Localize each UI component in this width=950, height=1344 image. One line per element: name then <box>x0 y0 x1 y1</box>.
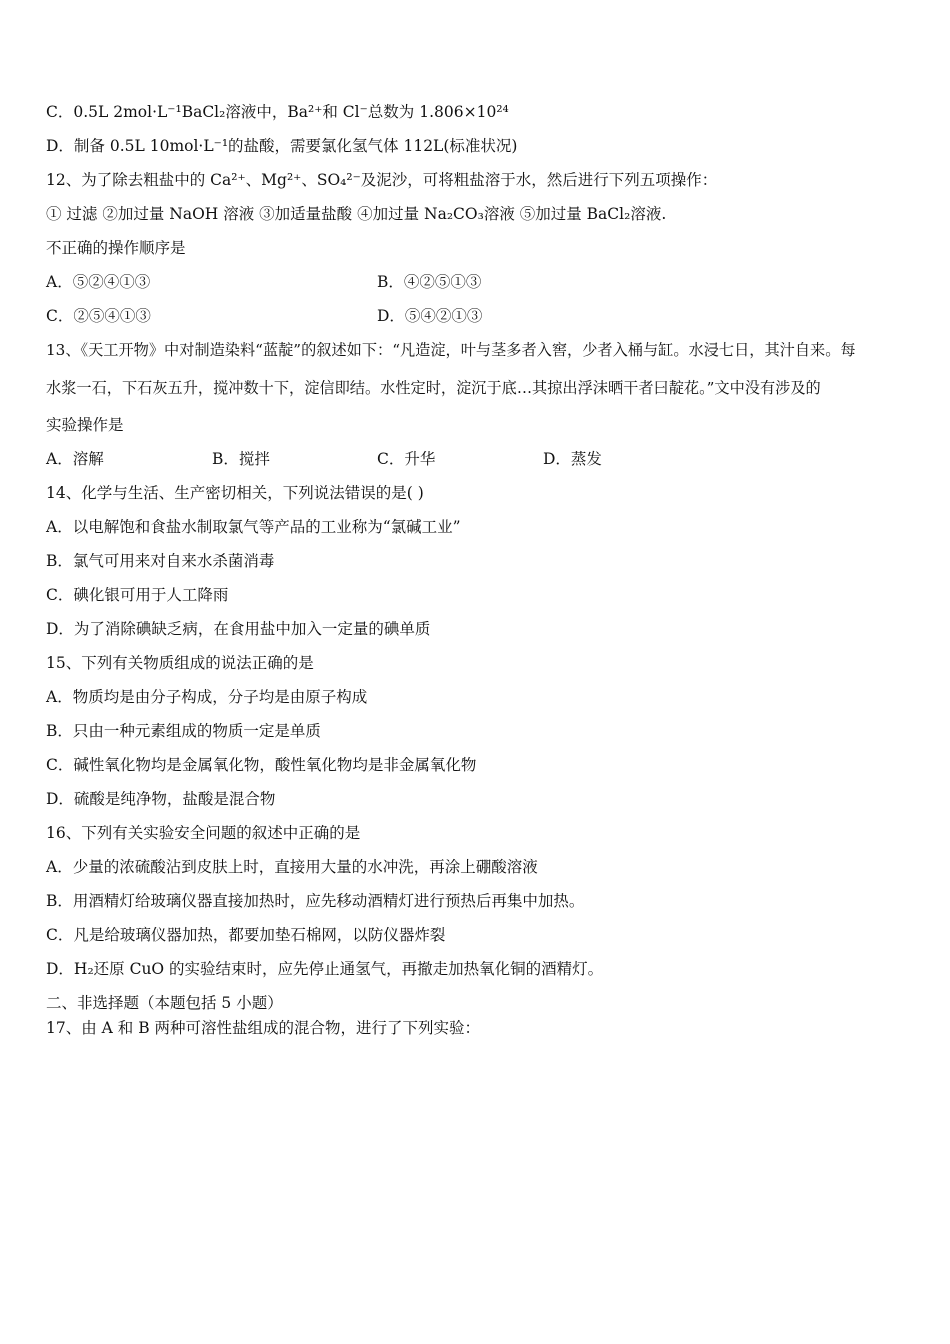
q14-stem: 14、化学与生活、生产密切相关，下列说法错误的是( ) <box>46 484 424 502</box>
q15-option-d: D．硫酸是纯净物，盐酸是混合物 <box>46 790 276 808</box>
q13-stem-line2: 水浆一石，下石灰五升，搅冲数十下，淀信即结。水性定时，淀沉于底…其掠出浮沫晒干者曰靛花。”文中没有涉及的 <box>46 379 821 397</box>
q16-option-b: B．用酒精灯给玻璃仪器直接加热时，应先移动酒精灯进行预热后再集中加热。 <box>46 892 585 910</box>
q16-option-a: A．少量的浓硫酸沾到皮肤上时，直接用大量的水冲洗，再涂上硼酸溶液 <box>46 858 538 876</box>
q12-question: 不正确的操作顺序是 <box>46 239 186 257</box>
q15-stem: 15、下列有关物质组成的说法正确的是 <box>46 654 314 672</box>
section-title: 二、非选择题（本题包括 5 小题） <box>46 994 283 1012</box>
q13-option-a: A．溶解 <box>46 450 104 468</box>
q15-option-c: C．碱性氧化物均是金属氧化物，酸性氧化物均是非金属氧化物 <box>46 756 477 774</box>
q13-option-b: B．搅拌 <box>212 450 270 468</box>
q13-option-d: D．蒸发 <box>543 450 602 468</box>
q15-option-b: B．只由一种元素组成的物质一定是单质 <box>46 722 321 740</box>
q14-option-d: D．为了消除碘缺乏病，在食用盐中加入一定量的碘单质 <box>46 620 431 638</box>
q14-option-a: A．以电解饱和食盐水制取氯气等产品的工业称为“氯碱工业” <box>46 518 461 536</box>
q16-stem: 16、下列有关实验安全问题的叙述中正确的是 <box>46 824 361 842</box>
q11-option-c: C．0.5L 2mol·L⁻¹BaCl₂溶液中，Ba²⁺和 Cl⁻总数为 1.806×10²⁴ <box>46 103 509 121</box>
q12-option-d: D．⑤④②①③ <box>377 307 483 325</box>
q16-option-c: C．凡是给玻璃仪器加热，都要加垫石棉网，以防仪器炸裂 <box>46 926 446 944</box>
q12-operations: ① 过滤 ②加过量 NaOH 溶液 ③加适量盐酸 ④加过量 Na₂CO₃溶液 ⑤加过量 BaCl₂溶液. <box>46 205 667 223</box>
q13-stem-line1: 13、《天工开物》中对制造染料“蓝靛”的叙述如下：“凡造淀，叶与茎多者入窖，少者入桶与缸。水浸七日，其汁自来。每 <box>46 341 856 359</box>
q12-stem: 12、为了除去粗盐中的 Ca²⁺、Mg²⁺、SO₄²⁻及泥沙，可将粗盐溶于水，然后进行下列五项操作： <box>46 171 718 189</box>
q13-option-c: C．升华 <box>377 450 436 468</box>
q12-option-a: A．⑤②④①③ <box>46 273 151 291</box>
q13-stem-line3: 实验操作是 <box>46 416 124 434</box>
q12-option-c: C．②⑤④①③ <box>46 307 151 325</box>
q15-option-a: A．物质均是由分子构成，分子均是由原子构成 <box>46 688 368 706</box>
q11-option-d: D．制备 0.5L 10mol·L⁻¹的盐酸，需要氯化氢气体 112L(标准状况) <box>46 137 518 155</box>
q14-option-c: C．碘化银可用于人工降雨 <box>46 586 229 604</box>
q16-option-d: D．H₂还原 CuO 的实验结束时，应先停止通氢气，再撤走加热氧化铜的酒精灯。 <box>46 960 604 978</box>
q14-option-b: B．氯气可用来对自来水杀菌消毒 <box>46 552 275 570</box>
q17-stem: 17、由 A 和 B 两种可溶性盐组成的混合物，进行了下列实验： <box>46 1019 481 1037</box>
q12-option-b: B．④②⑤①③ <box>377 273 482 291</box>
